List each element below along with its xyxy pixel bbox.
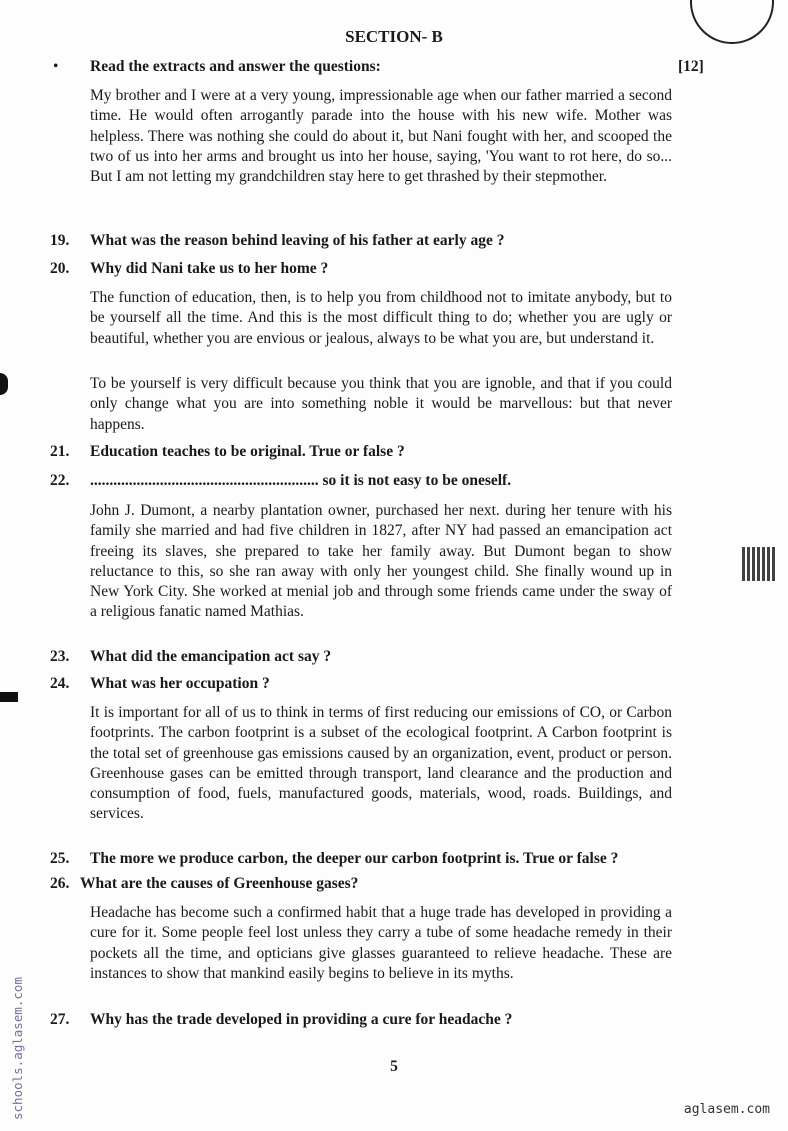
question-text: Education teaches to be original. True or false ? — [90, 443, 405, 460]
question-text: ........................................................... so it is not easy to be oneself. — [90, 472, 512, 489]
qr-code — [742, 547, 776, 581]
passage-2: The function of education, then, is to help you from childhood not to imitate anybody, but to be yourself all the time. And this is the most difficult thing to do; whether you are ugly or beautiful, whether you are envious or jealous, always to be what you are, but understand it. — [90, 289, 672, 347]
question-text: What did the emancipation act say ? — [90, 648, 332, 665]
question-text: Why has the trade developed in providing a cure for headache ? — [90, 1011, 513, 1028]
question-number: 25. — [50, 850, 70, 867]
marks: [12] — [678, 58, 704, 75]
page-number: 5 — [390, 1058, 398, 1075]
question-text: What are the causes of Greenhouse gases? — [80, 875, 359, 892]
passage-1: My brother and I were at a very young, impressionable age when our father married a second time. He would often arrogantly parade into the house with his new wife. Mother was helpless. There was nothing she could do about it, but Nani fought with her, and scooped the two of us into her arms and brought us into her house, saying, 'You want to rot here, do so... But I am not letting my grandchildren stay here to get thrashed by their stepmother. — [90, 87, 672, 186]
side-watermark: schools.aglasem.com — [10, 977, 25, 1120]
passage-3: To be yourself is very difficult because you think that you are ignoble, and that if you could only change what you are into something noble it would be marvellous: but that never happens. — [90, 375, 672, 433]
instruction-text: Read the extracts and answer the questions: — [90, 58, 381, 75]
question-text: Why did Nani take us to her home ? — [90, 260, 329, 277]
question-number: 23. — [50, 648, 70, 665]
question-number: 19. — [50, 232, 70, 249]
question-text: The more we produce carbon, the deeper our carbon footprint is. True or false ? — [90, 850, 619, 867]
bullet: • — [53, 58, 59, 75]
passage-4: John J. Dumont, a nearby plantation owner, purchased her next. during her tenure with his family she married and had five children in 1827, after NY had passed an emancipation act freeing its slaves, she prepared to take her family away. But Dumont began to show reluctance to this, so she ran away with only her youngest child. She finally wound up in New York City. She worked at menial job and through some friends came under the sway of a religious fanatic named Mathias. — [90, 502, 672, 621]
question-number: 20. — [50, 260, 70, 277]
passage-6: Headache has become such a confirmed habit that a huge trade has developed in providing a cure for it. Some people feel lost unless they carry a tube of some headache remedy in their pockets all the time, and opticians give glasses guaranteed to relieve headache. These are instances to show that mankind easily begins to believe in its myths. — [90, 904, 672, 982]
question-text: What was the reason behind leaving of his father at early age ? — [90, 232, 505, 249]
question-number: 27. — [50, 1011, 70, 1028]
passage-5: It is important for all of us to think in terms of first reducing our emissions of CO, or Carbon footprints. The carbon footprint is a subset of the ecological footprint. A Carbon footprint is the total set of greenhouse gas emissions caused by an organization, event, product or person. Greenhouse gases can be emitted through transport, land clearance and the production and consumption of food, fuels, manufactured goods, materials, wood, roads. Buildings, and services. — [90, 704, 672, 823]
question-text: What was her occupation ? — [90, 675, 270, 692]
scan-blot — [0, 373, 8, 395]
question-number: 21. — [50, 443, 70, 460]
scan-blot — [0, 692, 18, 702]
question-number: 24. — [50, 675, 70, 692]
footer-watermark: aglasem.com — [683, 1102, 770, 1117]
question-number: 22. — [50, 472, 70, 489]
question-number: 26. — [50, 875, 70, 892]
section-title: SECTION- B — [345, 27, 443, 46]
